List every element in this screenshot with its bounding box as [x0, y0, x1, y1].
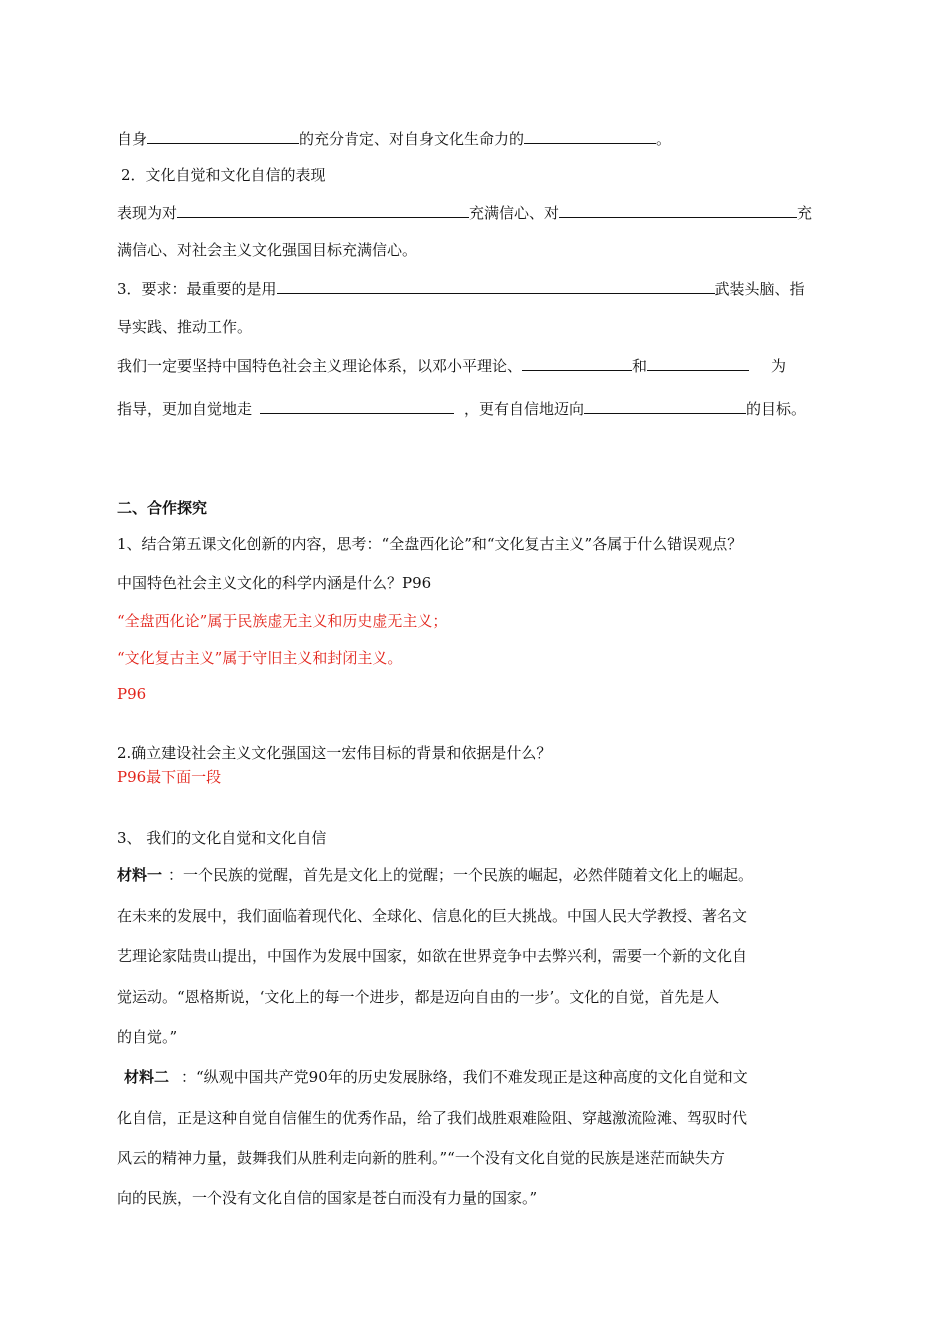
- line-self-affirmation: [117, 128, 671, 149]
- material-2-line1: [124, 1067, 748, 1087]
- line-expression: [117, 202, 812, 223]
- text: 的目标。: [746, 400, 807, 418]
- text: 的充分肯定、对自身文化生命力的: [299, 130, 525, 148]
- text: 充: [797, 204, 813, 222]
- line-requirement: [117, 278, 805, 299]
- text: ，更有自信地迈向: [464, 400, 585, 418]
- blank-field[interactable]: [524, 128, 656, 144]
- question-1: 1、结合第五课文化创新的内容，思考：“全盘西化论”和“文化复古主义”各属于什么错误观点？: [117, 535, 743, 553]
- material-1-line2: 在未来的发展中，我们面临着现代化、全球化、信息化的巨大挑战。中国人民大学教授、著名文: [117, 907, 748, 925]
- blank-field[interactable]: [559, 202, 797, 218]
- blank-field[interactable]: [522, 355, 632, 371]
- text: 指导，更加自觉地走: [117, 400, 253, 418]
- question-1b: 中国特色社会主义文化的科学内涵是什么？P96: [117, 574, 432, 592]
- material-2-line2: 化自信，正是这种自觉自信催生的优秀作品，给了我们战胜艰难险阻、穿越激流险滩、驾驭时代: [117, 1109, 748, 1127]
- answer-1-line2: “文化复古主义”属于守旧主义和封闭主义。: [117, 649, 403, 667]
- question-2: 2.确立建设社会主义文化强国这一宏伟目标的背景和依据是什么？: [117, 744, 552, 762]
- line-theory: [117, 355, 786, 376]
- answer-1-line1: “全盘西化论”属于民族虚无主义和历史虚无主义；: [117, 612, 448, 630]
- line-requirement-cont: 导实践、推动工作。: [117, 318, 253, 336]
- blank-field[interactable]: [260, 398, 454, 414]
- text: 我们一定要坚持中国特色社会主义理论体系，以邓小平理论、: [117, 357, 523, 375]
- text: ：“纵观中国共产党90年的历史发展脉络，我们不难发现正是这种高度的文化自觉和文: [181, 1068, 748, 1086]
- text: 为: [771, 357, 787, 375]
- section-heading: 二、合作探究: [117, 499, 208, 517]
- text: 。: [656, 130, 672, 148]
- blank-field[interactable]: [277, 278, 715, 294]
- answer-2: P96最下面一段: [117, 768, 222, 786]
- text: ：一个民族的觉醒，首先是文化上的觉醒；一个民族的崛起，必然伴随着文化上的崛起。: [168, 866, 754, 884]
- material-label: 材料二: [124, 1068, 170, 1086]
- blank-field[interactable]: [177, 202, 469, 218]
- material-1-line1: [117, 865, 753, 885]
- material-2-line3: 风云的精神力量，鼓舞我们从胜利走向新的胜利。”“一个没有文化自觉的民族是迷茫而缺失方: [117, 1149, 725, 1167]
- blank-field[interactable]: [584, 398, 746, 414]
- text: 充满信心、对: [469, 204, 560, 222]
- text: 表现为对: [117, 204, 178, 222]
- material-1-line4: 觉运动。“恩格斯说，‘文化上的每一个进步，都是迈向自由的一步’。文化的自觉，首先是人: [117, 988, 720, 1006]
- material-1-line5: 的自觉。”: [117, 1028, 178, 1046]
- text: 自身: [117, 130, 148, 148]
- blank-field[interactable]: [147, 128, 299, 144]
- line-expression-cont: 满信心、对社会主义文化强国目标充满信心。: [117, 241, 418, 259]
- text: 武装头脑、指: [714, 280, 805, 298]
- material-1-line3: 艺理论家陆贵山提出，中国作为发展中国家，如欲在世界竞争中去弊兴利，需要一个新的文化自: [117, 947, 748, 965]
- material-2-line4: 向的民族，一个没有文化自信的国家是苍白而没有力量的国家。”: [117, 1189, 538, 1207]
- blank-field[interactable]: [647, 355, 749, 371]
- item2-title: 2．文化自觉和文化自信的表现: [121, 166, 326, 184]
- answer-1-line3: P96: [117, 685, 147, 703]
- text: 3．要求：最重要的是用: [117, 280, 277, 298]
- material-label: 材料一: [117, 866, 163, 884]
- line-guide: [117, 398, 806, 419]
- text: 和: [632, 357, 648, 375]
- question-3: 3、 我们的文化自觉和文化自信: [117, 829, 327, 847]
